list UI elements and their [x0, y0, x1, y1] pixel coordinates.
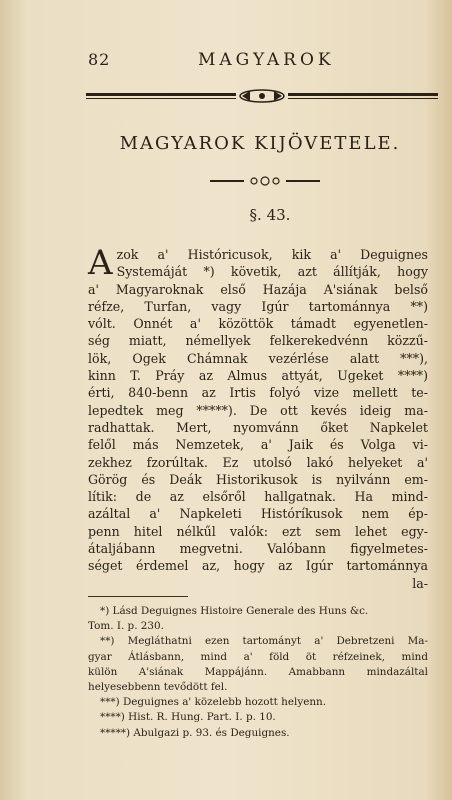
text-line: penn hitel nélkűl valók: ezt sem lehet egy- — [88, 523, 428, 539]
footnote-line: **) Megláthatni ezen tartományt a' Debretzeni Ma- — [100, 635, 428, 648]
text-line: zok a' Históricusok, kik a' Deguignes — [116, 247, 428, 262]
footnote-line: helyesebbenn tevődött fel. — [88, 681, 228, 694]
text-line: átaljábann megvetni. Valóbann figyelmetes- — [88, 541, 428, 557]
catchword: la- — [412, 575, 428, 591]
text-line: azáltal a' Napkeleti Históríkusok nem ép- — [88, 506, 428, 522]
drop-cap: A — [88, 243, 113, 283]
footnotes — [88, 604, 428, 741]
chapter-title: MAGYAROK KIJÖVETELE. — [119, 133, 401, 154]
text-line: a' Magyaroknak első Hazája A'siának belső — [88, 281, 428, 297]
footnote-line: gyar Átlásbann, mind a' föld öt réfzeinek, mind — [88, 650, 428, 663]
text-line: vólt. Onnét a' közöttök támadt egyenetlen- — [88, 316, 428, 332]
text-line: kinn T. Práy az Almus attyát, Ugeket ****) — [88, 368, 428, 384]
footnote-line: ****) Hist. R. Hung. Part. I. p. 10. — [100, 711, 276, 724]
text-line: radhattak. Mert, nyomvánn őket Napkelet — [88, 419, 428, 435]
text-line: lepedtek meg *****). De ott kevés ideig ma- — [88, 402, 428, 418]
text-line: lítik: de az elsőről hallgatnak. Ha mind- — [88, 489, 428, 505]
footnote-line: ***) Deguignes a' közelebb hozott helyenn. — [100, 696, 327, 709]
footnote-line: külön A'siának Mappájánn. Amabbann mindazáltal — [88, 665, 428, 678]
section-number: §. 43. — [249, 206, 291, 224]
text-line: felől más Nemzetek, a' Jaik és Volga vi- — [88, 437, 428, 453]
page-number: 82 — [88, 50, 111, 69]
footnote-rule — [88, 596, 188, 597]
ornamental-rule — [86, 88, 438, 106]
text-line: réfze, Turfan, vagy Igúr tartománnya **) — [88, 298, 428, 314]
text-line: zekhez fzorúltak. Ez utolsó lakó helyeket a' — [88, 454, 428, 470]
text-line: lök, Ogek Chámnak vezérlése alatt ***), — [88, 350, 428, 366]
footnote-line: Tom. I. p. 230. — [88, 620, 164, 633]
text-line: ség miatt, némellyek felkerekedvénn közzű- — [88, 333, 428, 349]
ornament-divider — [210, 174, 320, 188]
text-line: séget érdemel az, hogy az Igúr tartománnya — [88, 558, 428, 574]
footnote-line: *****) Abulgazi p. 93. és Deguignes. — [100, 726, 290, 739]
running-head — [88, 50, 432, 76]
running-title: MAGYAROK — [198, 50, 335, 70]
text-line: Görög és Deák Historikusok is nyilvánn em- — [88, 471, 428, 487]
text-line: Systemáját *) követik, azt állítják, hogy — [116, 264, 428, 280]
body-text — [88, 243, 428, 592]
footnote-line: *) Lásd Deguignes Histoire Generale des Huns &c. — [100, 605, 369, 617]
text-line: érti, 840-benn az Irtis folyó vize mellett te- — [88, 385, 428, 401]
